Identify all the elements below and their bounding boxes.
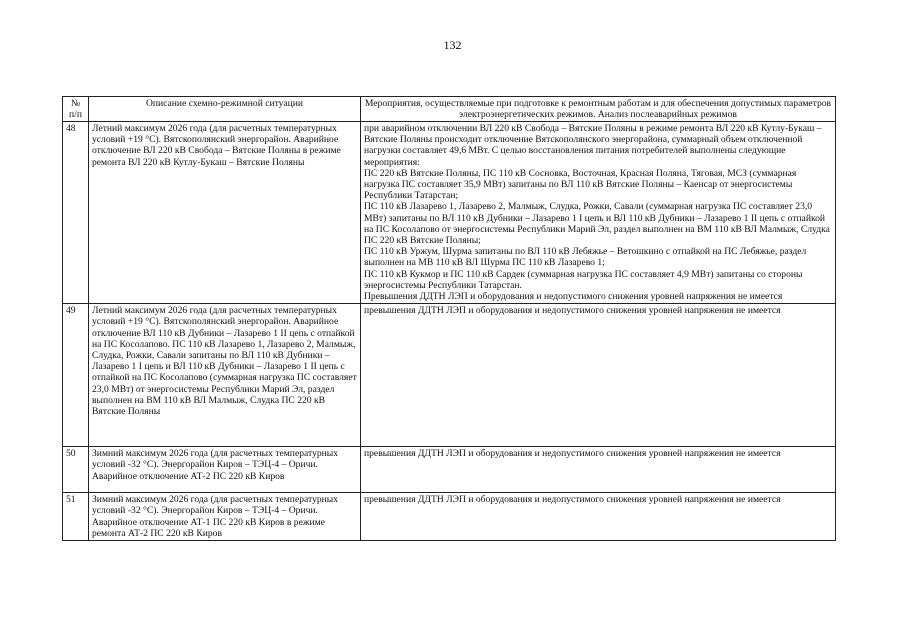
header-num: № п/п xyxy=(63,97,89,122)
measure-line: превышения ДДТН ЛЭП и оборудования и недопустимого снижения уровней напряжения не имеется xyxy=(364,448,781,460)
table-row xyxy=(63,304,836,447)
row-measures xyxy=(361,122,836,304)
row-measures xyxy=(361,447,836,493)
row-description: Зимний максимум 2026 года (для расчетных температурных условий -32 °С). Энергорайон Киров – ТЭЦ-4 – Оричи. Аварийное отключение АТ-1 ПС 220 кВ Киров в режиме ремонта АТ-2 ПС 220 кВ Киров xyxy=(89,493,361,541)
measure-line: ПС 220 кВ Вятские Поляны, ПС 110 кВ Сосновка, Восточная, Красная Поляна, Тяговая, МСЗ (суммарная нагрузка ПС составляет 35,9 МВт) запитаны по ВЛ 110 кВ Вятские Поляны – Каенсар от энергосистемы Республики Татарстан; xyxy=(364,167,797,202)
situations-table xyxy=(62,96,836,541)
table-row xyxy=(63,122,836,304)
row-description: Летний максимум 2026 года (для расчетных температурных условий +19 °С). Вятскополянский энергорайон. Аварийное отключение ВЛ 220 кВ Свобода – Вятские Поляны в режиме ремонта ВЛ 220 кВ Кутлу-Букаш – Вятские Поляны xyxy=(89,122,361,304)
measure-line: при аварийном отключении ВЛ 220 кВ Свобода – Вятские Поляны в режиме ремонта ВЛ 220 кВ Кутлу-Букаш – Вятские Поляны происходит отключение Вятскополянского энергорайона, суммарный объем отключенной нагрузки составляет 49,6 МВт. С целью восстановления питания потребителей выполнены следующие мероприятия: xyxy=(364,123,822,168)
header-measures: Мероприятия, осуществляемые при подготовке к ремонтным работам и для обеспечения допустимых параметров электроэнергетических режимов. Анализ послеаварийных режимов xyxy=(361,97,836,122)
row-measures xyxy=(361,304,836,447)
row-description: Зимний максимум 2026 года (для расчетных температурных условий -32 °С). Энергорайон Киров – ТЭЦ-4 – Оричи. Аварийное отключение АТ-2 ПС 220 кВ Киров xyxy=(89,447,361,493)
row-description: Летний максимум 2026 года (для расчетных температурных условий +19 °С). Вятскополянский энергорайон. Аварийное отключение ВЛ 110 кВ Дубники – Лазарево 1 II цепь с отпайкой на ПС Косолапово. ПС 110 кВ Лазарево 1, Лазарево 2, Малмыж, Слудка, Рожки, Савали запитаны по ВЛ 110 кВ Дубники – Лазарево 1 I цепь и ВЛ 110 кВ Дубники – Лазарево 1 II цепь с отпайкой на ПС Косолапово (суммарная нагрузка ПС составляет 23,0 МВт) от энергосистемы Республики Марий Эл, раздел выполнен на ВМ 110 кВ ВЛ Малмыж, Слудка ПС 220 кВ Вятские Поляны xyxy=(89,304,361,447)
measure-line: ПС 110 кВ Уржум, Шурма запитаны по ВЛ 110 кВ Лебяжье – Ветошкино с отпайкой на ПС Лебяжье, раздел выполнен на МВ 110 кВ ВЛ Шурма ПС 110 кВ Лазарево 1; xyxy=(364,246,807,269)
table-row xyxy=(63,493,836,541)
page-number: 132 xyxy=(443,38,462,52)
measure-line: ПС 110 кВ Кукмор и ПС 110 кВ Сардек (суммарная нагрузка ПС составляет 4,9 МВт) запитаны со стороны энергосистемы Республики Татарстан. xyxy=(364,268,803,291)
row-measures xyxy=(361,493,836,541)
row-number: 51 xyxy=(63,493,89,541)
measure-line: ПС 110 кВ Лазарево 1, Лазарево 2, Малмыж, Слудка, Рожки, Савали (суммарная нагрузка ПС составляет 23,0 МВт) запитаны по ВЛ 110 кВ Дубники – Лазарево 1 I цепь и ВЛ 110 кВ Дубники – Лазарево 1 II цепь с отпайкой на ПС Косолапово от энергосистемы Республики Марий Эл, раздел выполнен на ВМ 110 кВ ВЛ Малмыж, Слудка ПС 220 кВ Вятские Поляны; xyxy=(364,201,830,247)
measure-line: Превышения ДДТН ЛЭП и оборудования и недопустимого снижения уровней напряжения не имеется xyxy=(364,291,783,303)
header-description: Описание схемно-режимной ситуации xyxy=(89,97,361,122)
row-number: 50 xyxy=(63,447,89,493)
row-number: 48 xyxy=(63,122,89,304)
measure-line: превышения ДДТН ЛЭП и оборудования и недопустимого снижения уровней напряжения не имеется xyxy=(364,305,781,317)
table-row xyxy=(63,447,836,493)
row-number: 49 xyxy=(63,304,89,447)
measure-line: превышения ДДТН ЛЭП и оборудования и недопустимого снижения уровней напряжения не имеется xyxy=(364,494,781,506)
table-header-row xyxy=(63,97,836,122)
